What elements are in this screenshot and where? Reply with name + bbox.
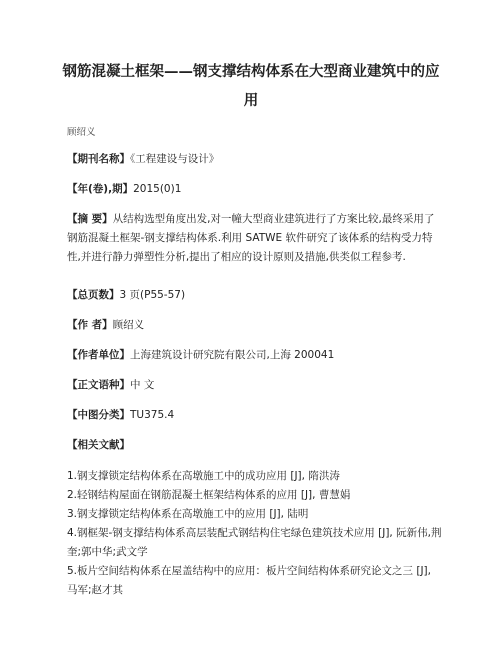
- field-label: 【正文语种】: [67, 379, 130, 391]
- field-label: 【作 者】: [67, 319, 113, 331]
- field-journal-name: [67, 150, 439, 169]
- field-label: 【作者单位】: [67, 349, 130, 361]
- field-value: 从结构选型角度出发,对一幢大型商业建筑进行了方案比较,最终采用了钢筋混凝土框架-钢支撑结构体系.利用 SATWE 软件研究了该体系的结构受力特性,并进行静力弹塑性分析,提出了相应的设计原则及措施,供类似工程参考.: [67, 213, 435, 263]
- field-value: 中 文: [130, 379, 155, 391]
- field-label: 【相关文献】: [67, 439, 130, 451]
- field-label: 【中图分类】: [67, 409, 130, 421]
- field-value: 3 页(P55-57): [119, 289, 186, 301]
- reference-list: [67, 467, 442, 600]
- document-title: 钢筋混凝土框架——钢支撑结构体系在大型商业建筑中的应用: [62, 64, 440, 109]
- field-language: [67, 376, 439, 395]
- field-value: 上海建筑设计研究院有限公司,上海 200041: [130, 349, 335, 361]
- reference-item: 1.钢支撑锁定结构体系在高墩施工中的成功应用 [J], 隋洪涛: [67, 470, 340, 482]
- field-author: [67, 316, 439, 335]
- field-label: 【摘 要】: [67, 213, 113, 225]
- reference-item: 3.钢支撑锁定结构体系在高墩施工中的应用 [J], 陆明: [67, 508, 309, 520]
- field-label: 【总页数】: [67, 289, 120, 301]
- field-year-volume-issue: [67, 180, 439, 199]
- field-classification: [67, 406, 439, 425]
- author-line: 顾绍义: [67, 127, 96, 138]
- field-label: 【期刊名称】: [67, 153, 130, 165]
- field-abstract: [67, 210, 439, 267]
- field-related-literature: [67, 436, 439, 455]
- field-author-affiliation: [67, 346, 439, 365]
- field-label: 【年(卷),期】: [67, 183, 134, 195]
- reference-item: 4.钢框架-钢支撑结构体系高层装配式钢结构住宅绿色建筑技术应用 [J], 阮新伟,荆奎;郭中华;武文学: [67, 527, 442, 558]
- field-value: 顾绍义: [112, 319, 145, 331]
- field-total-pages: [67, 286, 439, 305]
- field-value: TU375.4: [130, 409, 175, 421]
- reference-item: 5.板片空间结构体系在屋盖结构中的应用：板片空间结构体系研究论文之三 [J], 马军;赵才其: [67, 565, 431, 596]
- field-value: 2015(0)1: [133, 183, 182, 195]
- field-value: 《工程建设与设计》: [130, 153, 220, 165]
- reference-item: 2.轻钢结构屋面在钢筋混凝土框架结构体系的应用 [J], 曹慧娟: [67, 489, 351, 501]
